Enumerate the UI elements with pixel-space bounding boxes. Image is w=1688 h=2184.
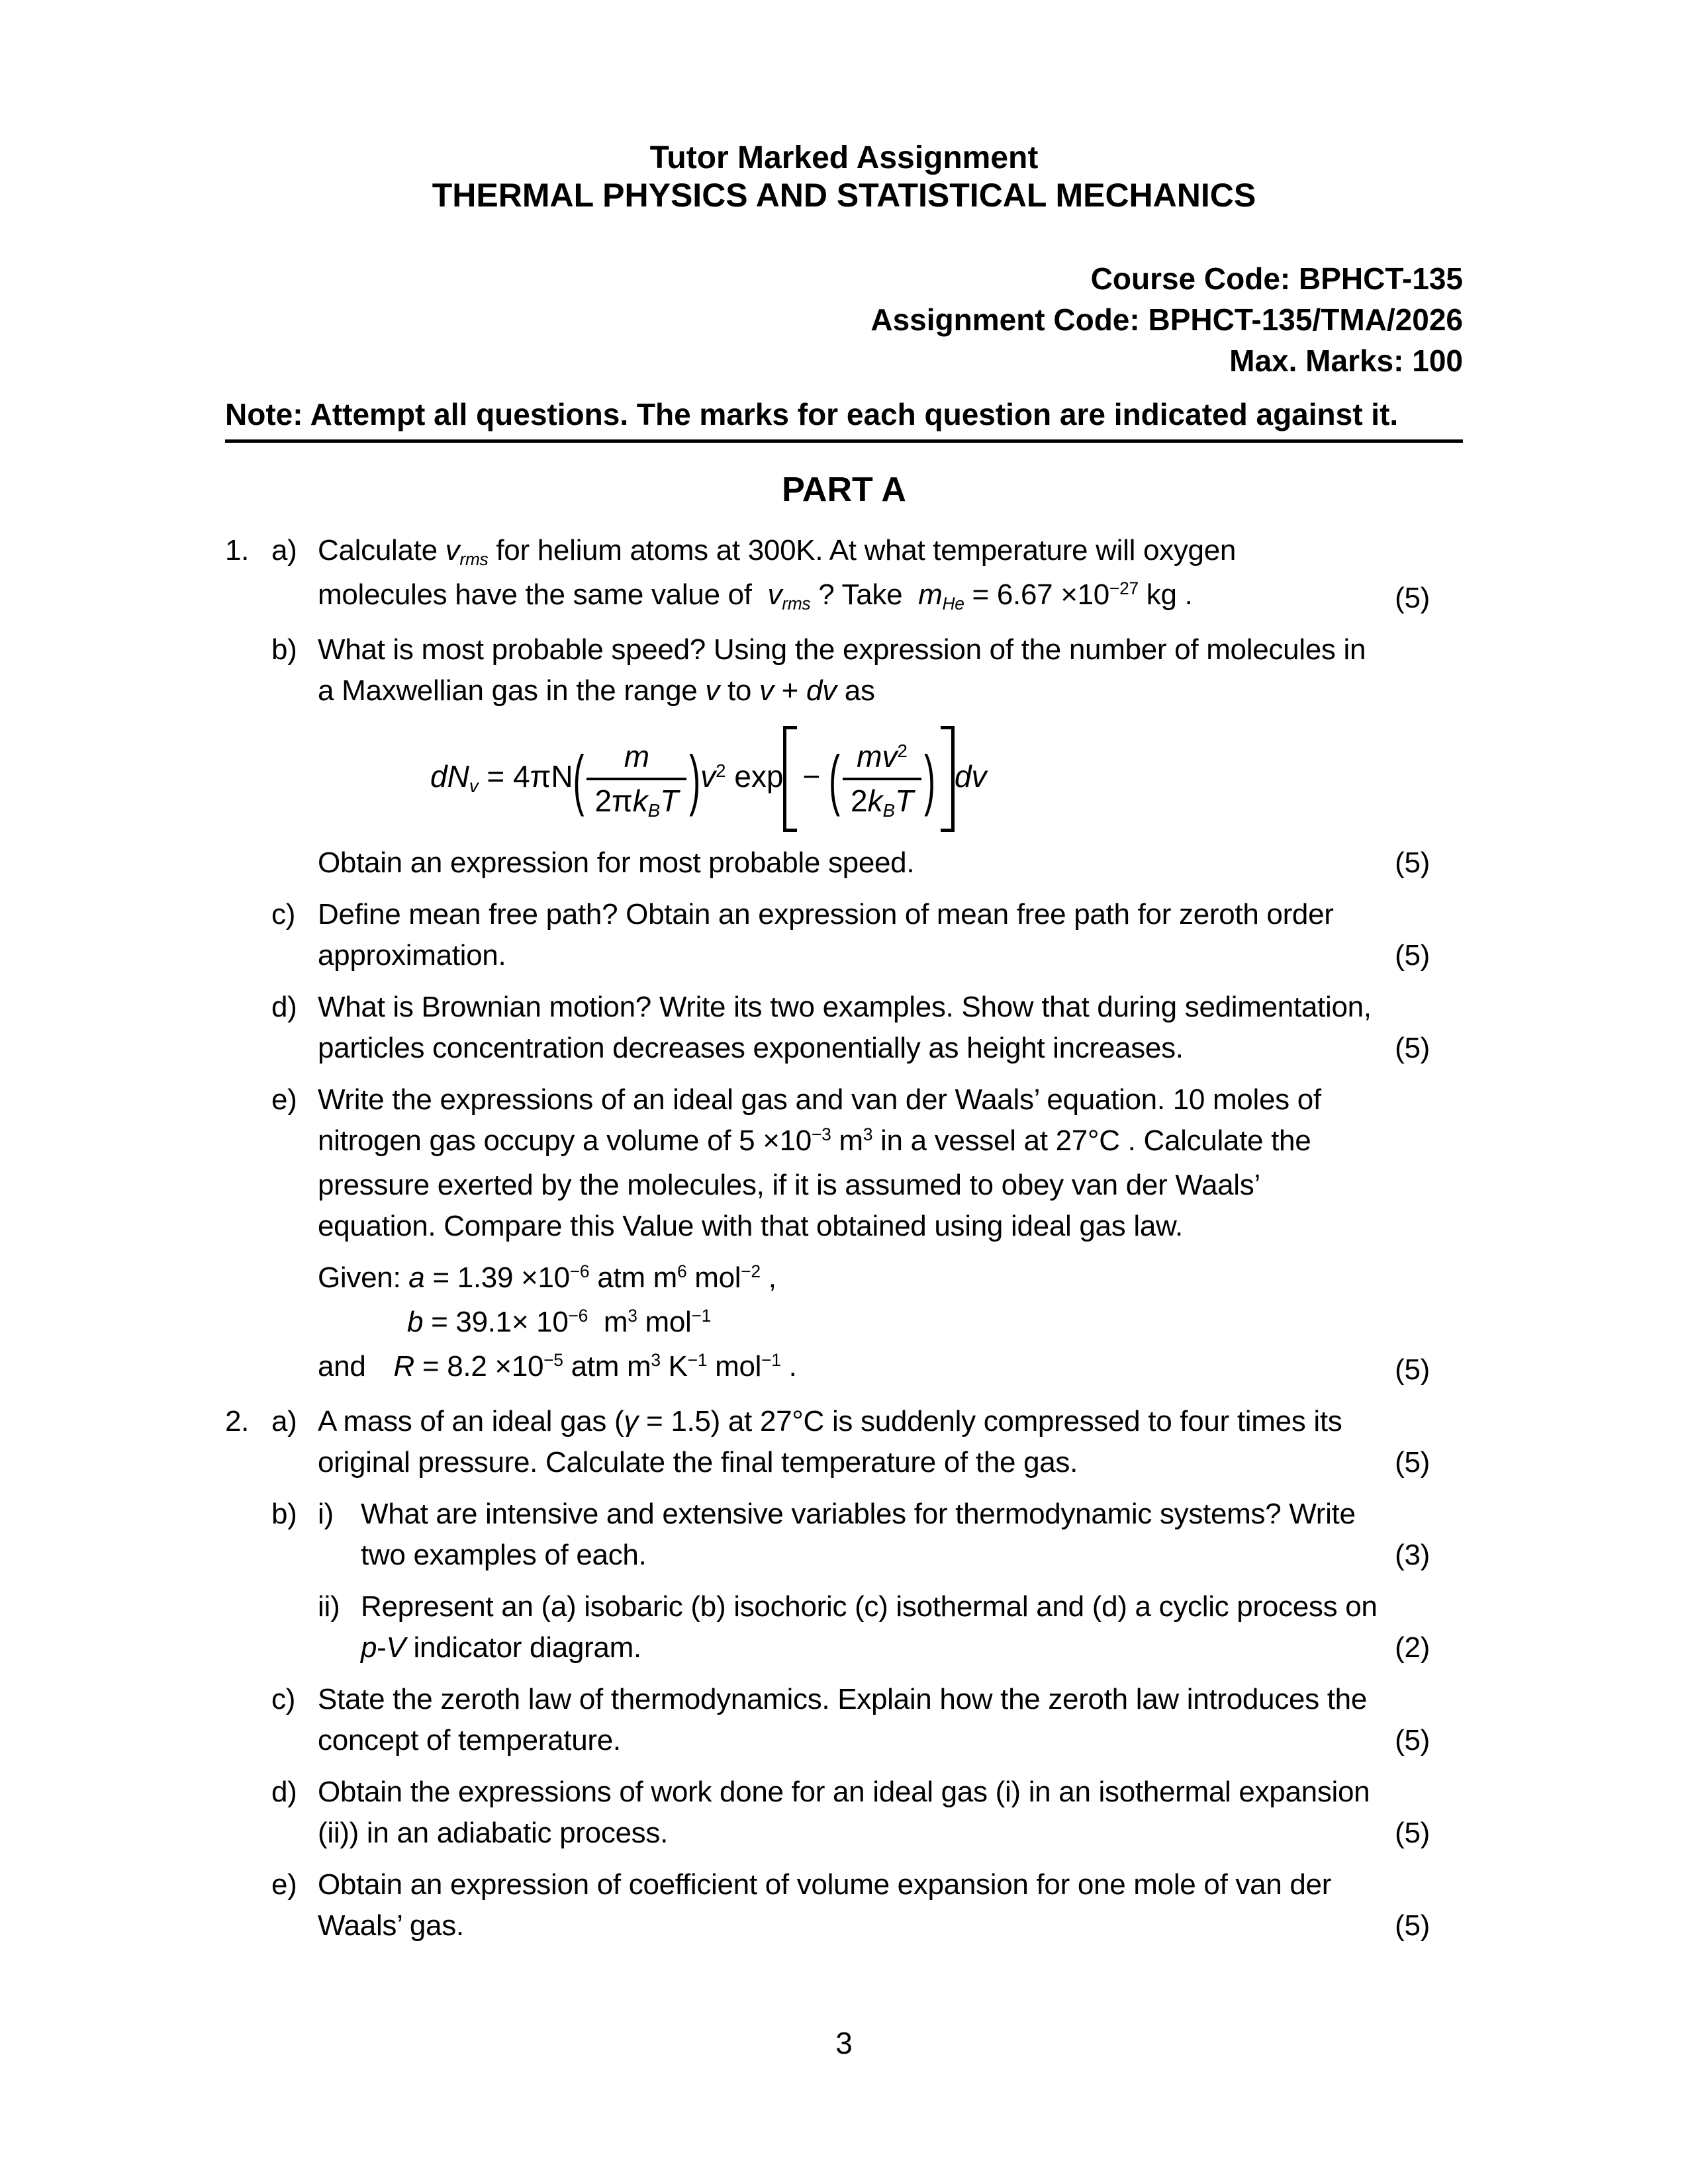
question-line [318, 1813, 1463, 1854]
text-run: pressure exerted by the molecules, if it is assumed to obey van der Waals’ [318, 1169, 1260, 1201]
question-text [318, 1257, 1463, 1390]
question-line [318, 842, 1463, 884]
fraction-denominator [843, 780, 921, 819]
marks-badge: (5) [1395, 1032, 1430, 1064]
question-number [225, 1679, 271, 1761]
max-marks: Max. Marks: 100 [1229, 343, 1463, 378]
question-text [318, 1401, 1463, 1483]
right-paren: ) [924, 741, 935, 817]
marks-badge: (5) [1395, 1353, 1430, 1386]
question-line [318, 1079, 1463, 1120]
marks-badge: (5) [1395, 1909, 1430, 1942]
part-label: e) [271, 1083, 297, 1116]
text-run: = 39.1× 10 [423, 1306, 569, 1338]
marks-badge: (5) [1395, 1817, 1430, 1849]
question-line [318, 530, 1463, 574]
questions-list [225, 530, 1463, 1946]
equation-block [430, 726, 1463, 832]
text-run: in a vessel at 27°C . Calculate the [872, 1124, 1311, 1157]
question-text [361, 1494, 1463, 1576]
text-run: mol [686, 1261, 741, 1294]
text-run: Define mean free path? Obtain an expression of mean free path for zeroth order [318, 898, 1334, 931]
question-item [225, 1257, 1463, 1390]
text-run: mol [707, 1350, 762, 1383]
part-title: PART A [782, 471, 906, 509]
question-text [361, 1586, 1463, 1668]
text-run: approximation. [318, 939, 506, 972]
math-variable: mv [857, 739, 898, 774]
question-line [318, 1772, 1463, 1813]
text-run: particles concentration decreases exponentially as height increases. [318, 1032, 1184, 1064]
subscript: B [882, 800, 895, 821]
math-variable: T [894, 784, 914, 818]
text-run: for helium atoms at 300K. At what temperature will oxygen [488, 534, 1237, 567]
text-run: molecules have the same value of [318, 578, 768, 611]
fraction-denominator [586, 780, 686, 819]
question-text [318, 894, 1463, 976]
text-run: 2π [594, 784, 633, 818]
marks-badge: (3) [1395, 1539, 1430, 1571]
text-run: = 1.5) at 27°C is suddenly compressed to four times its [638, 1405, 1342, 1437]
text-run: + [773, 674, 806, 707]
question-item [225, 987, 1463, 1069]
question-item [225, 1679, 1463, 1761]
text-run: atm m [589, 1261, 677, 1294]
text-run: What are intensive and extensive variables for thermodynamic systems? Write [361, 1498, 1356, 1530]
subpart-label: ii) [318, 1590, 340, 1623]
text-run: (ii)) in an adiabatic process. [318, 1817, 669, 1849]
question-item [225, 842, 1463, 884]
right-paren: ) [689, 741, 701, 817]
part-label [271, 842, 318, 884]
text-run: indicator diagram. [405, 1631, 641, 1664]
question-line [318, 1905, 1463, 1946]
question-item [225, 1079, 1463, 1247]
question-item [225, 1586, 1463, 1668]
part-label: c) [271, 1683, 296, 1715]
question-text [318, 1772, 1463, 1854]
text-run: atm m [563, 1350, 651, 1383]
text-run: What is most probable speed? Using the expression of the number of molecules in [318, 633, 1366, 666]
question-line [318, 1401, 1463, 1442]
question-text [318, 1079, 1463, 1247]
part-label [271, 1586, 318, 1668]
math-variable: γ [624, 1405, 639, 1437]
question-line [361, 1535, 1463, 1576]
question-number [225, 1494, 271, 1576]
question-number: 2. [225, 1405, 250, 1437]
question-number [225, 1586, 271, 1668]
subscript: He [942, 593, 964, 614]
part-label: e) [271, 1868, 297, 1901]
text-run: and [318, 1350, 366, 1383]
subscript: B [647, 800, 661, 821]
part-label: b) [271, 1498, 297, 1530]
question-item [225, 1494, 1463, 1576]
text-run: Calculate [318, 534, 445, 567]
fraction [586, 739, 686, 819]
math-variable: dv [806, 674, 837, 707]
text-run: m [831, 1124, 863, 1157]
text-run: Waals’ gas. [318, 1909, 464, 1942]
math-variable: p [361, 1631, 377, 1664]
text-run: original pressure. Calculate the final temperature of the gas. [318, 1446, 1078, 1479]
math-variable: v [705, 674, 720, 707]
part-label: d) [271, 1776, 297, 1808]
question-line [318, 670, 1463, 711]
text-run: = 1.39 ×10 [424, 1261, 570, 1294]
right-bracket [941, 726, 955, 832]
page-number: 3 [835, 2026, 853, 2060]
superscript: 3 [651, 1350, 661, 1371]
question-line [318, 935, 1463, 976]
subpart-label: i) [318, 1498, 334, 1530]
question-text [318, 530, 1463, 619]
question-line [318, 1120, 1463, 1165]
text-run: a Maxwellian gas in the range [318, 674, 706, 707]
text-run: Obtain an expression of coefficient of volume expansion for one mole of van der [318, 1868, 1332, 1901]
superscript: 6 [677, 1261, 687, 1282]
question-line [318, 894, 1463, 935]
math-variable: V [386, 1631, 406, 1664]
left-bracket [783, 726, 797, 832]
question-line [318, 1165, 1463, 1206]
question-item [225, 1772, 1463, 1854]
superscript: −1 [687, 1350, 708, 1371]
subscript: rms [782, 593, 811, 614]
subscript: rms [459, 549, 489, 569]
superscript: −1 [691, 1306, 712, 1326]
math-variable: m [918, 578, 943, 611]
math-variable: v [445, 534, 460, 567]
question-line [318, 1346, 1463, 1390]
question-number [225, 894, 271, 976]
note-line: Note: Attempt all questions. The marks for each question are indicated against it. [225, 397, 1463, 443]
superscript: −6 [569, 1261, 590, 1282]
course-title: THERMAL PHYSICS AND STATISTICAL MECHANICS [432, 177, 1256, 214]
text-run: two examples of each. [361, 1539, 647, 1571]
question-line [361, 1494, 1463, 1535]
question-line [318, 1206, 1463, 1247]
part-label [271, 1257, 318, 1390]
text-run: Obtain an expression for most probable speed. [318, 846, 915, 879]
question-number [225, 1079, 271, 1247]
fraction [843, 739, 921, 819]
text-run: as [836, 674, 875, 707]
question-text [318, 1679, 1463, 1761]
marks-badge: (2) [1395, 1631, 1430, 1664]
question-item [225, 1401, 1463, 1483]
question-line [318, 1864, 1463, 1905]
superscript: 3 [628, 1306, 637, 1326]
text-run: State the zeroth law of thermodynamics. Explain how the zeroth law introduces the [318, 1683, 1367, 1715]
text-run: concept of temperature. [318, 1724, 621, 1756]
course-code: Course Code: BPHCT-135 [1090, 261, 1463, 296]
text-run: What is Brownian motion? Write its two examples. Show that during sedimentation, [318, 991, 1372, 1023]
marks-badge: (5) [1395, 846, 1430, 879]
text-run: 2 [850, 784, 868, 818]
text-run: to [720, 674, 760, 707]
question-number: 1. [225, 534, 250, 567]
text-run: A mass of an ideal gas ( [318, 1405, 624, 1437]
text-run: = 4πN [478, 759, 573, 794]
fraction-numerator [843, 739, 921, 780]
math-variable: dv [954, 759, 987, 794]
question-number [225, 1864, 271, 1946]
superscript: −2 [741, 1261, 761, 1282]
maxwell-speed-distribution-equation [430, 739, 987, 821]
assignment-code: Assignment Code: BPHCT-135/TMA/2026 [870, 302, 1463, 337]
superscript: 2 [897, 741, 908, 762]
question-text [318, 1864, 1463, 1946]
part-label: a) [271, 534, 297, 567]
text-run: Write the expressions of an ideal gas and van der Waals’ equation. 10 moles of [318, 1083, 1321, 1116]
left-paren: ( [573, 741, 585, 817]
part-label: d) [271, 991, 297, 1023]
superscript: −6 [568, 1306, 588, 1326]
page-content [225, 0, 1463, 1946]
part-label: c) [271, 898, 296, 931]
superscript: 2 [716, 760, 726, 781]
marks-badge: (5) [1395, 939, 1430, 972]
superscript: −27 [1109, 578, 1139, 599]
left-paren: ( [829, 741, 840, 817]
text-run: − [802, 759, 829, 794]
math-variable: k [867, 784, 883, 818]
superscript: −3 [811, 1124, 831, 1145]
question-item [225, 894, 1463, 976]
question-text [318, 987, 1463, 1069]
math-variable: m [624, 739, 650, 774]
part-label: b) [271, 633, 297, 666]
superscript: −1 [761, 1350, 781, 1371]
superscript: 3 [863, 1124, 873, 1145]
marks-badge: (5) [1395, 1724, 1430, 1756]
text-run: nitrogen gas occupy a volume of 5 ×10 [318, 1124, 812, 1157]
question-line [318, 987, 1463, 1028]
part-label: a) [271, 1405, 297, 1437]
question-text [318, 629, 1463, 711]
text-run: exp [726, 759, 784, 794]
text-run: equation. Compare this Value with that obtained using ideal gas law. [318, 1210, 1183, 1242]
question-line [318, 629, 1463, 670]
text-run: . [780, 1350, 797, 1383]
math-variable: R [393, 1350, 414, 1383]
question-line [318, 1720, 1463, 1761]
text-run: = 6.67 ×10 [964, 578, 1109, 611]
text-run: Represent an (a) isobaric (b) isochoric (c) isothermal and (d) a cyclic process on [361, 1590, 1378, 1623]
math-variable: dN [430, 759, 469, 794]
math-variable: a [408, 1261, 425, 1294]
math-variable: b [407, 1306, 424, 1338]
question-line [318, 1028, 1463, 1069]
text-run: mol [637, 1306, 692, 1338]
text-run: Given: [318, 1261, 409, 1294]
question-item [225, 1864, 1463, 1946]
math-variable: v [759, 674, 774, 707]
question-line [361, 1586, 1463, 1627]
text-run: = 8.2 ×10 [414, 1350, 544, 1383]
question-line [318, 1442, 1463, 1483]
subscript: v [469, 776, 479, 797]
text-run: ? Take [810, 578, 919, 611]
superscript: −5 [543, 1350, 563, 1371]
question-line [318, 1302, 1463, 1346]
question-text [318, 842, 1463, 884]
fraction-numerator [586, 739, 686, 780]
question-item [225, 629, 1463, 711]
question-number [225, 1772, 271, 1854]
marks-badge: (5) [1395, 582, 1430, 614]
question-item [225, 530, 1463, 619]
math-variable: k [632, 784, 648, 818]
marks-badge: (5) [1395, 1446, 1430, 1479]
question-line [361, 1627, 1463, 1668]
question-number [225, 629, 271, 711]
question-line [318, 1679, 1463, 1720]
question-line [318, 574, 1463, 619]
text-run: K [660, 1350, 688, 1383]
text-run: Obtain the expressions of work done for an ideal gas (i) in an isothermal expansion [318, 1776, 1370, 1808]
question-line [318, 1257, 1463, 1302]
text-run: - [377, 1631, 387, 1664]
math-variable: v [767, 578, 782, 611]
text-run: m [588, 1306, 628, 1338]
math-variable: T [660, 784, 679, 818]
question-number [225, 842, 271, 884]
question-number [225, 987, 271, 1069]
math-variable: v [700, 759, 716, 794]
course-meta-block [225, 258, 1463, 381]
document-title: Tutor Marked Assignment [649, 140, 1039, 175]
text-run: kg . [1138, 578, 1193, 611]
text-run: , [760, 1261, 776, 1294]
question-number [225, 1257, 271, 1390]
